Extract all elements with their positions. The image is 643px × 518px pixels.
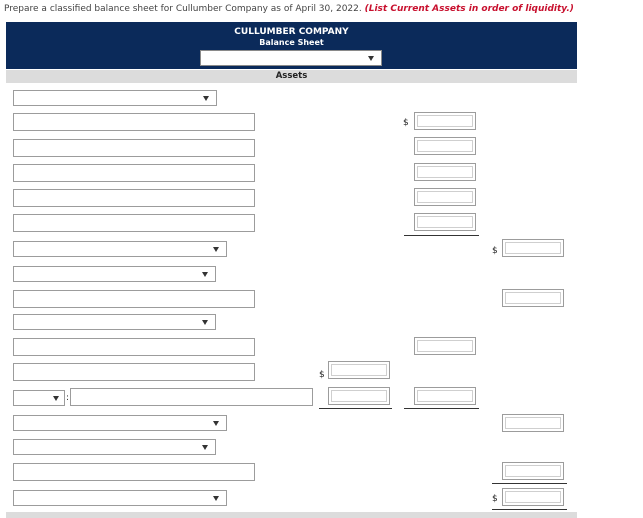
asset-amount-input[interactable] <box>414 188 476 206</box>
chevron-down-icon <box>213 421 219 426</box>
total-select[interactable] <box>13 415 227 431</box>
less-select[interactable] <box>13 390 65 406</box>
date-select[interactable] <box>200 50 382 66</box>
currency-symbol: $ <box>403 118 409 128</box>
subtotal-rule <box>319 408 392 409</box>
statement-title: Balance Sheet <box>259 38 324 47</box>
asset-account-input[interactable] <box>13 189 255 207</box>
asset-account-input[interactable] <box>13 338 255 356</box>
currency-symbol: $ <box>492 494 498 504</box>
deduction-amount-input[interactable] <box>328 387 390 405</box>
asset-account-input[interactable] <box>13 214 255 232</box>
company-name: CULLUMBER COMPANY <box>234 27 349 37</box>
section-heading-select[interactable] <box>13 439 216 455</box>
total-current-assets-select[interactable] <box>13 241 227 257</box>
asset-amount-input[interactable] <box>414 213 476 231</box>
chevron-down-icon <box>213 496 219 501</box>
colon-separator: : <box>66 393 70 403</box>
asset-account-input[interactable] <box>13 463 255 481</box>
chevron-down-icon <box>202 445 208 450</box>
asset-amount-input[interactable] <box>414 163 476 181</box>
asset-account-input[interactable] <box>13 164 255 182</box>
asset-amount-input[interactable] <box>414 137 476 155</box>
next-section-header <box>6 512 577 518</box>
total-amount-input[interactable] <box>502 414 564 432</box>
assets-section-header: Assets <box>6 70 577 83</box>
chevron-down-icon <box>203 96 209 101</box>
subtotal-rule <box>492 483 567 484</box>
total-amount-input[interactable] <box>502 239 564 257</box>
asset-account-input[interactable] <box>13 113 255 131</box>
instructions <box>4 4 574 14</box>
chevron-down-icon <box>213 247 219 252</box>
currency-symbol: $ <box>492 246 498 256</box>
net-amount-input[interactable] <box>414 387 476 405</box>
total-assets-select[interactable] <box>13 490 227 506</box>
section-heading-select[interactable] <box>13 314 216 330</box>
asset-amount-input[interactable] <box>414 112 476 130</box>
total-amount-input[interactable] <box>502 488 564 506</box>
subtotal-rule <box>404 408 479 409</box>
asset-amount-input[interactable] <box>414 337 476 355</box>
instruction-hint: (List Current Assets in order of liquidity.) <box>364 4 574 14</box>
section-heading-select[interactable] <box>13 266 216 282</box>
chevron-down-icon <box>53 396 59 401</box>
asset-amount-input[interactable] <box>328 361 390 379</box>
asset-account-input[interactable] <box>13 363 255 381</box>
currency-symbol: $ <box>319 370 325 380</box>
deduction-account-input[interactable] <box>70 388 313 406</box>
instruction-text: Prepare a classified balance sheet for Cullumber Company as of April 30, 2022. <box>4 4 362 14</box>
subtotal-rule <box>404 235 479 236</box>
total-amount-input[interactable] <box>502 462 564 480</box>
statement-header <box>6 22 577 69</box>
chevron-down-icon <box>202 320 208 325</box>
chevron-down-icon <box>368 56 374 61</box>
asset-account-input[interactable] <box>13 139 255 157</box>
chevron-down-icon <box>202 272 208 277</box>
total-amount-input[interactable] <box>502 289 564 307</box>
double-rule <box>492 509 567 510</box>
asset-account-input[interactable] <box>13 290 255 308</box>
current-assets-heading-select[interactable] <box>13 90 217 106</box>
